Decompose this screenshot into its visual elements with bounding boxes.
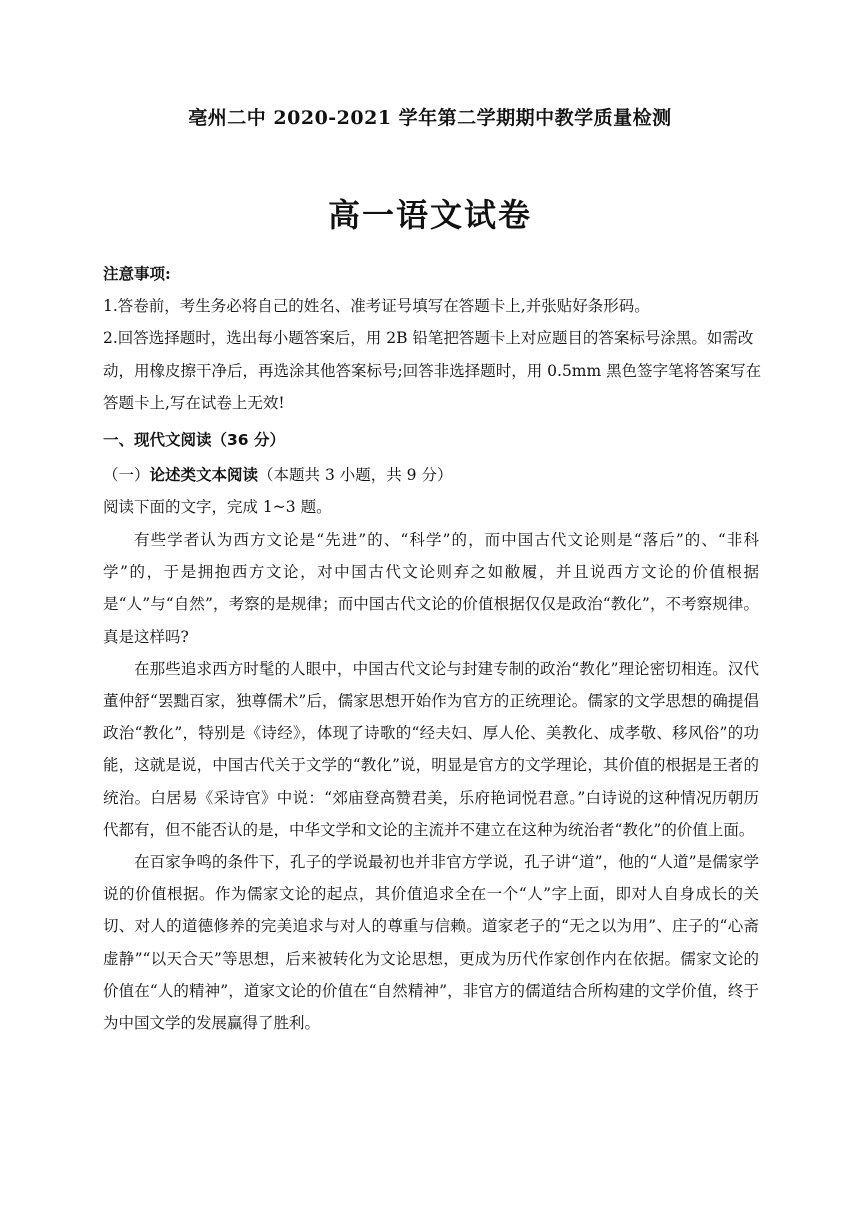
subsection-note: （本题共 3 小题，共 9 分） <box>258 466 453 484</box>
section-heading: 一、现代文阅读（36 分） <box>103 431 285 449</box>
reading-passage <box>103 524 759 1039</box>
passage-paragraph: 在百家争鸣的条件下，孔子的学说最初也并非官方学说，孔子讲“道”，他的“人道”是儒家学说的价值根据。作为儒家文论的起点，其价值追求全在一个“人”字上面，即对人自身成长的关切、对人的道德修养的完美追求与对人的尊重与信赖。道家老子的“无之以为用”、庄子的“心斋虚静”“以天合天”等思想，后来被转化为文论思想，更成为历代作家创作内在依据。儒家文论的价值在“人的精神”，道家文论的价值在“自然精神”，非官方的儒道结合所构建的文学价值，终于为中国文学的发展赢得了胜利。 <box>103 853 759 1033</box>
notice-item-1: 1.答卷前，考生务必将自己的姓名、准考证号填写在答题卡上,并张贴好条形码。 <box>103 297 650 316</box>
subsection-prefix: （一） <box>103 466 150 484</box>
notice-label: 注意事项: <box>103 264 171 283</box>
subsection-title: 论述类文本阅读 <box>149 466 259 484</box>
page-title: 高一语文试卷 <box>327 196 532 234</box>
notice-block <box>103 258 763 419</box>
notice-item-2: 2.回答选择题时，选出每小题答案后，用 2B 铅笔把答题卡上对应题目的答案标号涂黑。如需改动，用橡皮擦干净后，再选涂其他答案标号;回答非选择题时，用 0.5mm 黑色签字笔将答案写在答题卡上,写在试卷上无效! <box>103 329 762 412</box>
exam-name: 亳州二中 2020-2021 学年第二学期期中教学质量检测 <box>188 107 672 129</box>
reading-instruction: 阅读下面的文字，完成 1~3 题。 <box>103 498 332 516</box>
passage-paragraph: 有些学者认为西方文论是“先进”的、“科学”的，而中国古代文论则是“落后”的、“非科学”的，于是拥抱西方文论，对中国古代文论则弃之如敝履，并且说西方文论的价值根据是“人”与“自然”，考察的是规律；而中国古代文论的价值根据仅仅是政治“教化”，不考察规律。真是这样吗? <box>103 531 759 646</box>
subsection-heading <box>103 460 763 490</box>
passage-paragraph: 在那些追求西方时髦的人眼中，中国古代文论与封建专制的政治“教化”理论密切相连。汉代董仲舒“罢黜百家，独尊儒术”后，儒家思想开始作为官方的正统理论。儒家的文学思想的确提倡政治“教化”，特别是《诗经》，体现了诗歌的“经夫妇、厚人伦、美教化、成孝敬、移风俗”的功能，这就是说，中国古代关于文学的“教化”说，明显是官方的文学理论，其价值的根据是王者的统治。白居易《采诗官》中说：“郊庙登高赞君美，乐府艳词悦君意。”白诗说的这种情况历朝历代都有，但不能否认的是，中华文学和文论的主流并不建立在这种为统治者“教化”的价值上面。 <box>103 659 759 839</box>
